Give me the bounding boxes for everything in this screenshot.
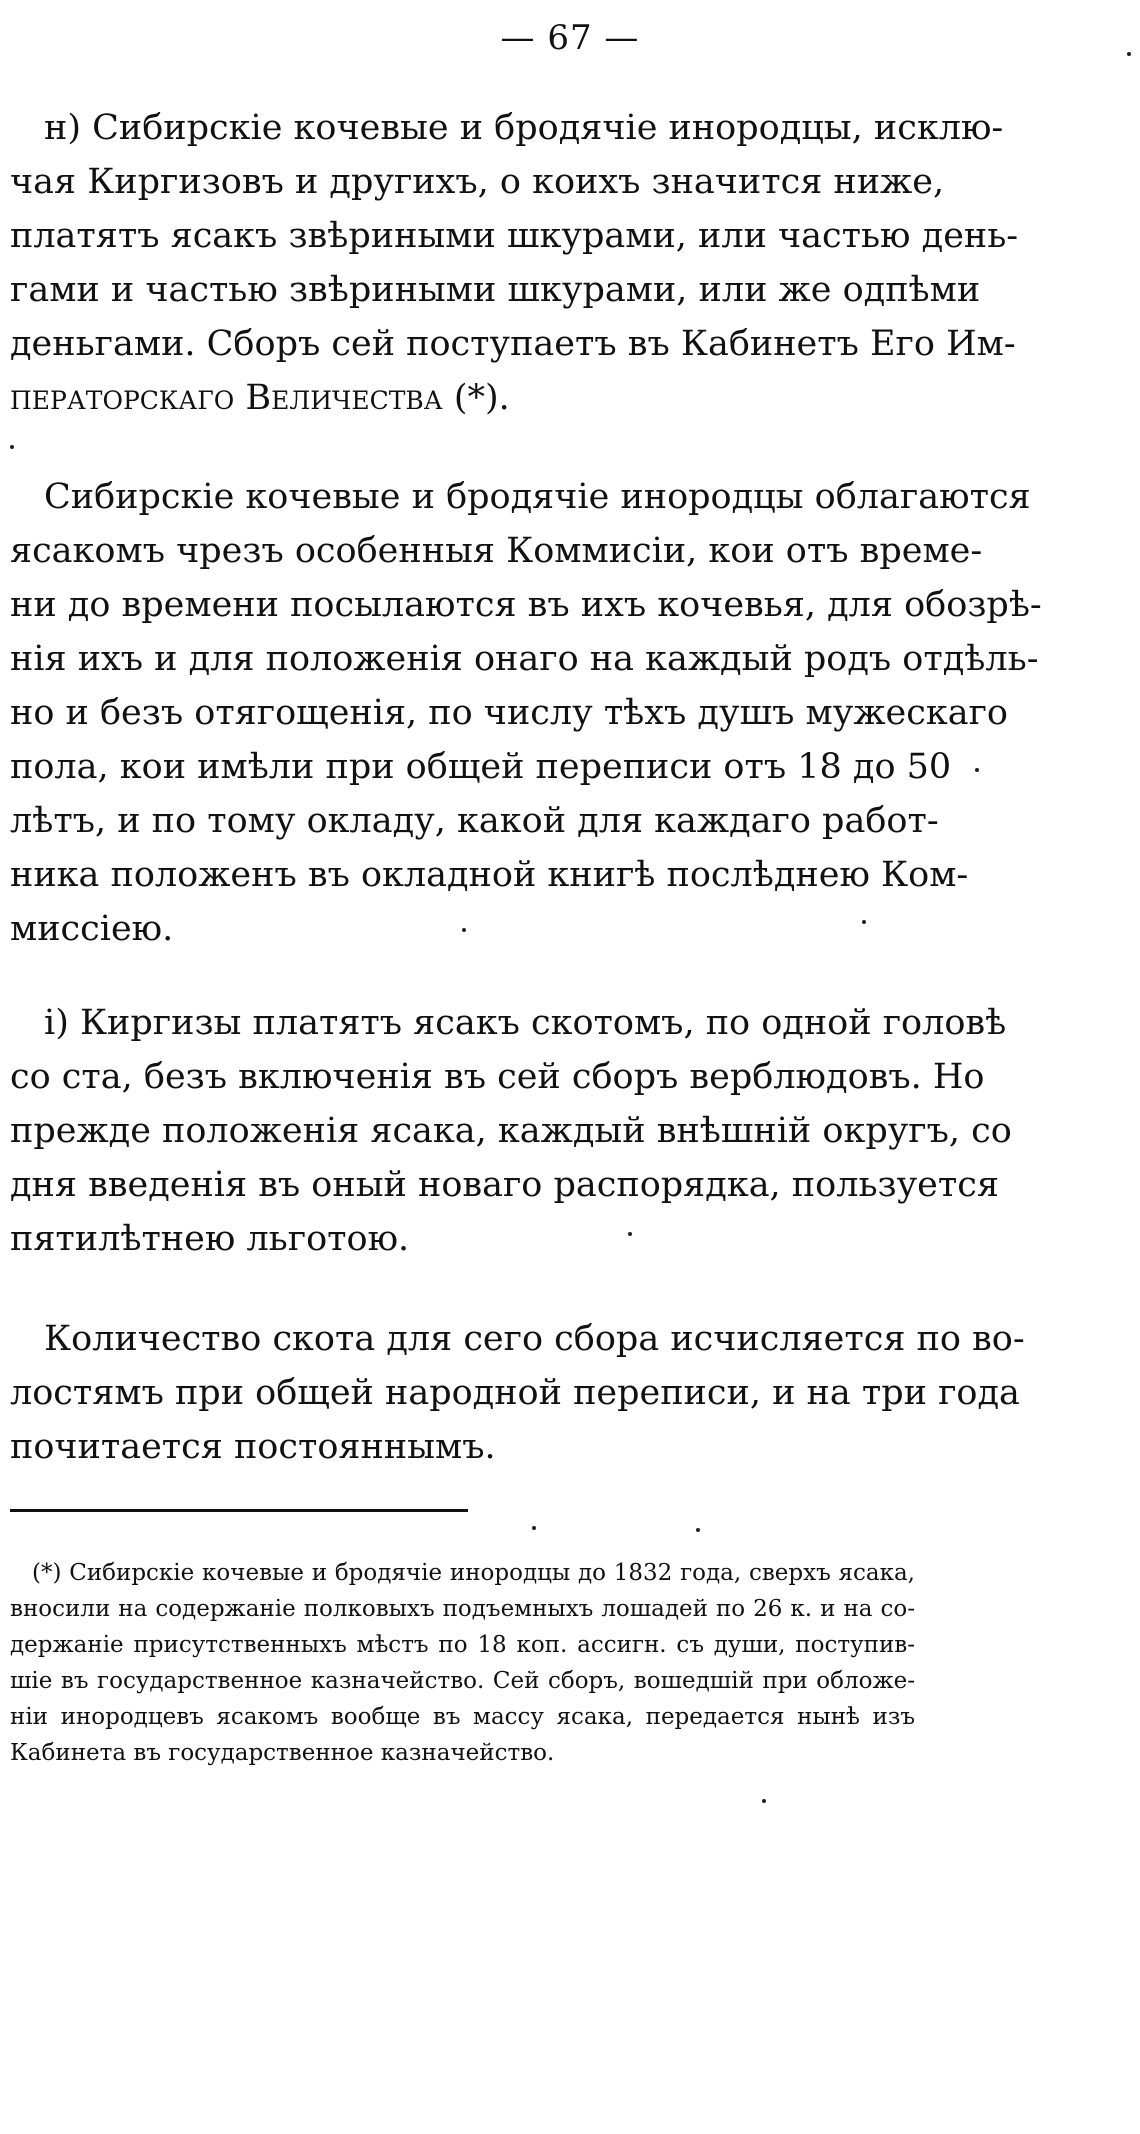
footnote-line: ніи инородцевъ ясакомъ вообще въ массу ясака, передается нынѣ изъ xyxy=(10,1704,915,1730)
text-line: пола, кои имѣли при общей переписи отъ 18 до 50 xyxy=(10,747,952,787)
text-line: со ста, безъ включенія въ сей сборъ верблюдовъ. Но xyxy=(10,1057,985,1097)
text-line: Количество скота для сего сбора исчисляется по во- xyxy=(44,1319,1025,1359)
scan-speck xyxy=(462,928,466,932)
footnote-line: шіе въ государственное казначейство. Сей сборъ, вошедшій при обложе- xyxy=(10,1668,915,1694)
paragraph-siberian-fur-tax xyxy=(10,101,1019,425)
text-line: і) Киргизы платятъ ясакъ скотомъ, по одной головѣ xyxy=(44,1003,1007,1043)
footnote-line: держаніе присутственныхъ мѣстъ по 18 коп. ассигн. съ души, поступив- xyxy=(10,1632,915,1658)
text-line: ни до времени посылаются въ ихъ кочевья, для обозрѣ- xyxy=(10,585,1042,625)
footnote-line: (*) Сибирскіе кочевые и бродячіе инородцы до 1832 года, сверхъ ясака, xyxy=(32,1560,915,1586)
text-line: дня введенія въ оный новаго распорядка, пользуется xyxy=(10,1165,999,1205)
scan-speck xyxy=(10,445,14,449)
text-line: нія ихъ и для положенія онаго на каждый родъ отдѣль- xyxy=(10,639,1039,679)
text-line: ясакомъ чрезъ особенныя Коммисіи, кои отъ време- xyxy=(10,531,983,571)
scan-speck xyxy=(762,1799,766,1803)
paragraph-yasak-commissions xyxy=(10,470,1042,956)
scan-speck xyxy=(1127,52,1131,56)
text-line: ника положенъ въ окладной книгѣ послѣднею Ком- xyxy=(10,855,969,895)
text-line: ператорскаго Величества (*). xyxy=(10,378,510,418)
text-line: миссіею. xyxy=(10,909,174,949)
page-number: — 67 — xyxy=(500,18,640,58)
scan-speck xyxy=(975,768,979,772)
footnote-separator-rule xyxy=(10,1509,468,1512)
paragraph-livestock-count xyxy=(10,1312,1025,1474)
scan-speck xyxy=(696,1528,700,1532)
text-line: прежде положенія ясака, каждый внѣшній округъ, со xyxy=(10,1111,1012,1151)
text-line: лостямъ при общей народной переписи, и на три года xyxy=(10,1373,1020,1413)
scan-speck xyxy=(628,1232,632,1236)
text-line: пятилѣтнею льготою. xyxy=(10,1219,410,1259)
text-line: гами и частью звѣриными шкурами, или же одпѣми xyxy=(10,270,981,310)
text-line: но и безъ отягощенія, по числу тѣхъ душъ мужескаго xyxy=(10,693,1008,733)
text-line: почитается постояннымъ. xyxy=(10,1427,496,1467)
footnote-line: вносили на содержаніе полковыхъ подъемныхъ лошадей по 26 к. и на со- xyxy=(10,1596,915,1622)
text-line: платятъ ясакъ звѣриными шкурами, или частью день- xyxy=(10,216,1019,256)
text-line: Сибирскіе кочевые и бродячіе инородцы облагаются xyxy=(44,477,1031,517)
scan-speck xyxy=(862,920,866,924)
paragraph-kirghiz-livestock-tax xyxy=(10,996,1012,1266)
footnote-line: Кабинета въ государственное казначейство. xyxy=(10,1740,555,1766)
text-line: чая Киргизовъ и другихъ, о коихъ значится ниже, xyxy=(10,162,945,202)
footnote xyxy=(10,1555,915,1771)
text-line: н) Сибирскіе кочевые и бродячіе инородцы, исклю- xyxy=(44,108,1004,148)
text-line: лѣтъ, и по тому окладу, какой для каждаго работ- xyxy=(10,801,939,841)
text-line: деньгами. Сборъ сей поступаетъ въ Кабинетъ Его Им- xyxy=(10,324,1016,364)
scan-speck xyxy=(532,1526,536,1530)
